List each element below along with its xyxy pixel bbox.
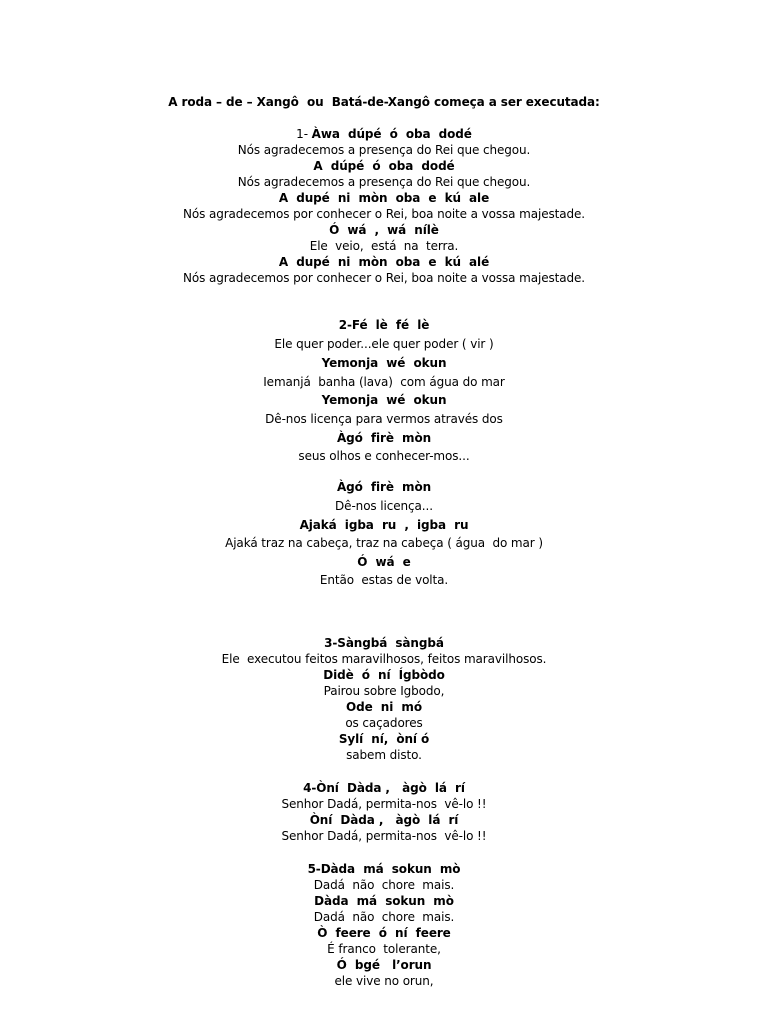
section-4-heading: 4-Òní Dàda , àgò lá rí xyxy=(303,781,465,795)
section-2-line-2: Yemonja wé okun xyxy=(321,356,447,370)
section-1-heading xyxy=(0,126,768,142)
section-5-line-7: ele vive no orun, xyxy=(334,974,434,988)
section-3-line-2: Didè ó ní Ígbòdo xyxy=(323,668,445,682)
section-3-line-6: Sylí ní, òní ó xyxy=(338,732,430,746)
section-2-line-6: Àgó firè mòn xyxy=(336,431,432,445)
section-3-heading: 3-Sàngbá sàngbá xyxy=(324,636,444,650)
section-3-line-3: Pairou sobre Igbodo, xyxy=(323,684,445,698)
section-5-line-5: É franco tolerante, xyxy=(327,942,441,956)
section-3-line-5: os caçadores xyxy=(345,716,423,730)
section-2-line-4: Yemonja wé okun xyxy=(321,393,447,407)
section-2-heading: 2-Fé lè fé lè xyxy=(338,318,430,332)
section-1-line-7: Ele veio, está na terra. xyxy=(309,239,459,253)
section-3-line-4: Ode ni mó xyxy=(346,700,422,714)
section-1-line-9: Nós agradecemos por conhecer o Rei, boa noite a vossa majestade. xyxy=(182,271,586,285)
section-2-line-7: seus olhos e conhecer-mos... xyxy=(298,449,470,463)
section-4-line-2: Òní Dàda , àgò lá rí xyxy=(309,813,459,827)
section-2-line-5: Dê-nos licença para vermos através dos xyxy=(265,412,503,426)
section-5-line-6: Ó bgé l’orun xyxy=(336,958,432,972)
section-3-line-7: sabem disto. xyxy=(346,748,422,762)
section-2-line-3: Iemanjá banha (lava) com água do mar xyxy=(263,375,505,389)
section-1-line-1: Nós agradecemos a presença do Rei que chegou. xyxy=(237,143,531,157)
section-5-line-3: Dadá não chore mais. xyxy=(313,910,455,924)
section-1-line-3: Nós agradecemos a presença do Rei que chegou. xyxy=(237,175,531,189)
section-2-line-1: Ele quer poder...ele quer poder ( vir ) xyxy=(274,337,494,351)
section-4-line-3: Senhor Dadá, permita-nos vê-lo !! xyxy=(281,829,487,843)
section-5-line-2: Dàda má sokun mò xyxy=(314,894,454,908)
section-5-line-1: Dadá não chore mais. xyxy=(313,878,455,892)
section-2-line-9: Dê-nos licença... xyxy=(335,499,433,513)
document-title: A roda – de – Xangô ou Batá-de-Xangô começa a ser executada: xyxy=(168,95,600,109)
section-1-line-6: Ó wá , wá nílè xyxy=(329,223,439,237)
section-2-line-13: Então estas de volta. xyxy=(319,573,449,587)
section-4-line-1: Senhor Dadá, permita-nos vê-lo !! xyxy=(281,797,487,811)
section-5-heading: 5-Dàda má sokun mò xyxy=(307,862,461,876)
section-1-line-2: A dúpé ó oba dodé xyxy=(313,159,455,173)
section-1-number: 1- xyxy=(296,127,312,141)
section-1-line-5: Nós agradecemos por conhecer o Rei, boa noite a vossa majestade. xyxy=(182,207,586,221)
section-2-line-12: Ó wá e xyxy=(357,555,411,569)
section-1-line-8: A dupé ni mòn oba e kú alé xyxy=(278,255,490,269)
section-2-line-8: Àgó firè mòn xyxy=(336,480,432,494)
section-1-line-4: A dupé ni mòn oba e kú ale xyxy=(278,191,490,205)
section-2-line-10: Ajaká igba ru , igba ru xyxy=(299,518,469,532)
section-3-line-1: Ele executou feitos maravilhosos, feitos maravilhosos. xyxy=(221,652,547,666)
section-5-line-4: Ò feere ó ní feere xyxy=(317,926,451,940)
section-2-line-11: Ajaká traz na cabeça, traz na cabeça ( água do mar ) xyxy=(225,536,543,550)
section-1-title: Àwa dúpé ó oba dodé xyxy=(311,127,472,141)
